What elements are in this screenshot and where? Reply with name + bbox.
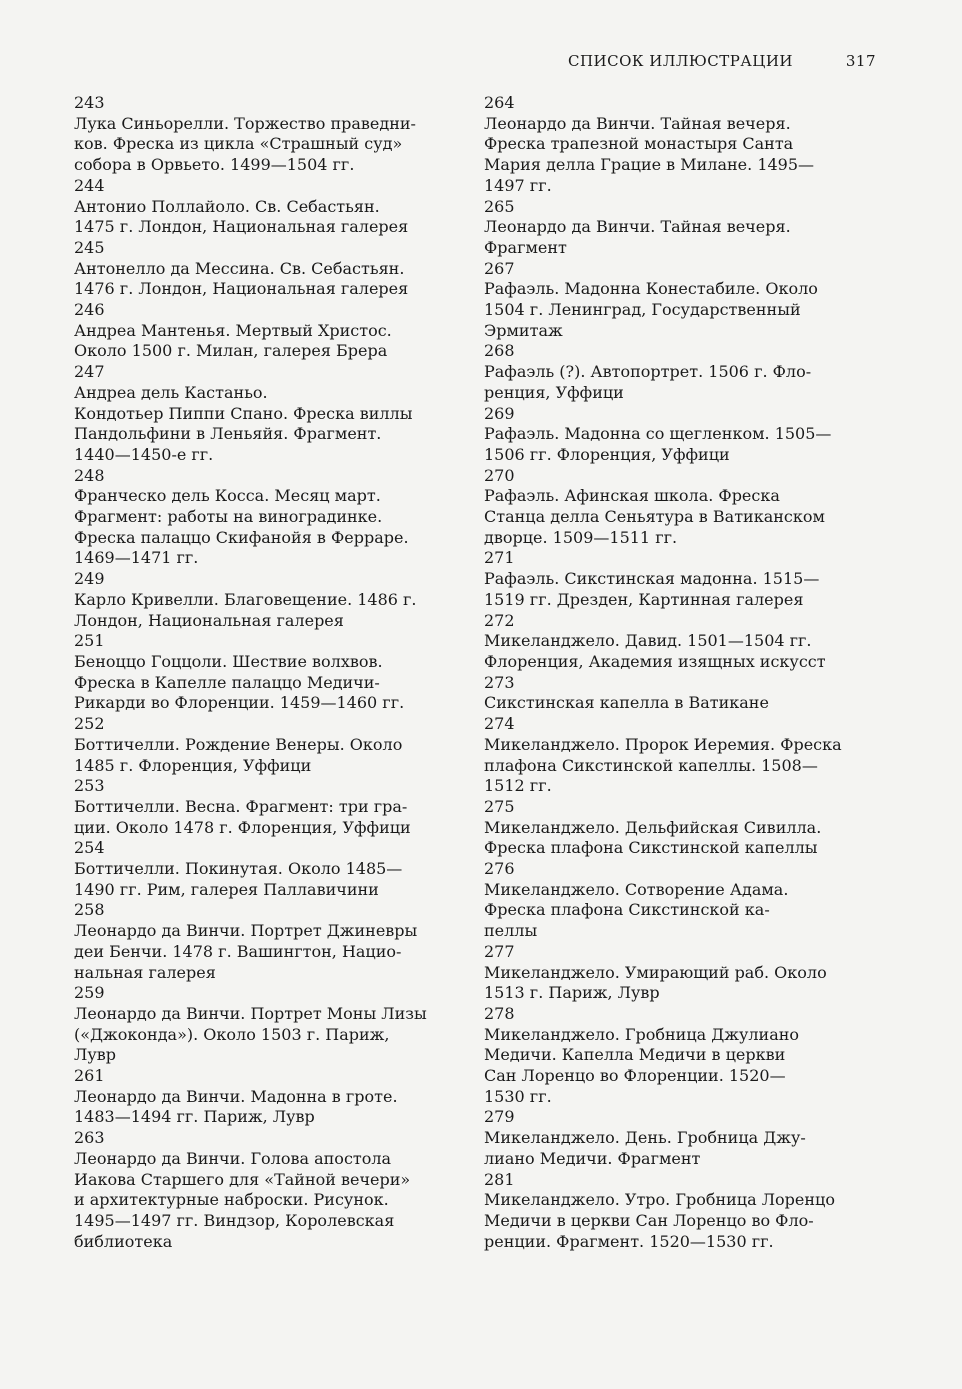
running-header <box>568 52 876 70</box>
illustration-caption-line: ренция, Уффици <box>484 382 624 402</box>
illustration-caption-line: Около 1500 г. Милан, галерея Брера <box>74 341 388 361</box>
illustration-number: 281 <box>484 1169 515 1189</box>
illustration-entry <box>484 859 874 942</box>
illustration-caption-line: 1475 г. Лондон, Национальная галерея <box>74 217 409 237</box>
illustration-caption-line: Андреа Мантенья. Мертвый Христос. <box>74 320 392 340</box>
illustration-caption-line: 1504 г. Ленинград, Государственный <box>484 300 801 320</box>
illustration-caption-line: 1497 гг. <box>484 175 552 195</box>
illustration-caption-line: Микеланджело. Гробница Джулиано <box>484 1024 800 1044</box>
illustration-caption-line: 1513 г. Париж, Лувр <box>484 983 660 1003</box>
illustration-caption-line: Боттичелли. Рождение Венеры. Около <box>74 734 403 754</box>
illustration-caption-line: Леонардо да Винчи. Тайная вечеря. <box>484 113 791 133</box>
illustration-entry <box>74 714 450 776</box>
illustration-caption-line: ренции. Фрагмент. 1520—1530 гг. <box>484 1231 774 1251</box>
illustration-caption-line: Рафаэль. Мадонна со щегленком. 1505— <box>484 424 832 444</box>
illustration-caption-line: деи Бенчи. 1478 г. Вашингтон, Нацио- <box>74 941 402 961</box>
illustration-caption-line: Мария делла Грацие в Милане. 1495— <box>484 155 815 175</box>
illustration-caption-line: Микеланджело. Пророк Иеремия. Фреска <box>484 734 842 754</box>
illustration-entry <box>74 238 450 300</box>
illustration-number: 274 <box>484 714 515 734</box>
illustration-caption-line: Сикстинская капелла в Ватикане <box>484 693 769 713</box>
illustration-caption-line: и архитектурные наброски. Рисунок. <box>74 1190 389 1210</box>
illustration-caption-line: Медичи в церкви Сан Лоренцо во Фло- <box>484 1210 814 1230</box>
illustration-caption-line: Антонелло да Мессина. Св. Себастьян. <box>74 258 405 278</box>
illustration-number: 278 <box>484 1003 515 1023</box>
illustration-entry <box>484 259 874 342</box>
illustration-caption-line: Микеланджело. Дельфийская Сивилла. <box>484 817 822 837</box>
illustration-entry <box>484 341 874 403</box>
illustration-entry <box>484 611 874 673</box>
illustration-caption-line: Пандольфини в Леньяйя. Фрагмент. <box>74 424 382 444</box>
illustration-caption-line: Рафаэль. Сикстинская мадонна. 1515— <box>484 569 820 589</box>
illustration-caption-line: Фреска трапезной монастыря Санта <box>484 134 794 154</box>
illustration-number: 276 <box>484 859 515 879</box>
illustration-caption-line: Леонардо да Винчи. Портрет Моны Лизы <box>74 1003 427 1023</box>
illustration-caption-line: Кондотьер Пиппи Спано. Фреска виллы <box>74 403 413 423</box>
illustration-entry <box>74 362 450 466</box>
running-title: СПИСОК ИЛЛЮСТРАЦИИ <box>568 52 793 70</box>
illustration-entry <box>484 673 874 714</box>
illustration-number: 277 <box>484 941 515 961</box>
illustration-caption-line: 1476 г. Лондон, Национальная галерея <box>74 279 409 299</box>
illustration-caption-line: Микеланджело. Утро. Гробница Лоренцо <box>484 1190 835 1210</box>
illustration-caption-line: Леонардо да Винчи. Портрет Джиневры <box>74 921 418 941</box>
right-column <box>484 93 874 1252</box>
illustration-caption-line: Антонио Поллайоло. Св. Себастьян. <box>74 196 380 216</box>
illustration-entry <box>484 797 874 859</box>
illustration-entry <box>74 569 450 631</box>
illustration-caption-line: собора в Орвьето. 1499—1504 гг. <box>74 155 355 175</box>
page-number: 317 <box>845 52 876 70</box>
illustration-entry <box>74 776 450 838</box>
illustration-caption-line: 1512 гг. <box>484 776 552 796</box>
illustration-number: 267 <box>484 258 515 278</box>
illustration-number: 249 <box>74 569 105 589</box>
illustration-number: 258 <box>74 900 105 920</box>
illustration-number: 263 <box>74 1128 105 1148</box>
illustration-caption-line: Фрагмент: работы на виноградинке. <box>74 507 383 527</box>
illustration-caption-line: Фреска палаццо Скифанойя в Ферраре. <box>74 527 409 547</box>
illustration-caption-line: Станца делла Сеньятура в Ватиканском <box>484 507 825 527</box>
illustration-entry <box>484 93 874 197</box>
illustration-caption-line: Фреска в Капелле палаццо Медичи- <box>74 672 380 692</box>
illustration-caption-line: плафона Сикстинской капеллы. 1508— <box>484 755 818 775</box>
illustration-entry <box>484 197 874 259</box>
illustration-caption-line: Рафаэль. Мадонна Конестабиле. Около <box>484 279 818 299</box>
illustration-caption-line: Франческо дель Косса. Месяц март. <box>74 486 381 506</box>
illustration-number: 247 <box>74 362 105 382</box>
illustration-entry <box>74 1128 450 1252</box>
illustration-caption-line: 1483—1494 гг. Париж, Лувр <box>74 1107 315 1127</box>
illustration-caption-line: Микеланджело. День. Гробница Джу- <box>484 1128 806 1148</box>
illustration-caption-line: 1495—1497 гг. Виндзор, Королевская <box>74 1210 395 1230</box>
illustration-caption-line: Эрмитаж <box>484 320 563 340</box>
illustration-number: 245 <box>74 237 105 257</box>
illustration-caption-line: 1440—1450-е гг. <box>74 444 214 464</box>
illustration-caption-line: Леонардо да Винчи. Мадонна в гроте. <box>74 1086 398 1106</box>
illustration-number: 251 <box>74 631 105 651</box>
illustration-number: 271 <box>484 548 515 568</box>
illustration-caption-line: Сан Лоренцо во Флоренции. 1520— <box>484 1066 786 1086</box>
illustration-caption-line: Лука Синьорелли. Торжество праведни- <box>74 113 416 133</box>
illustration-number: 248 <box>74 465 105 485</box>
illustration-number: 259 <box>74 983 105 1003</box>
illustration-entry <box>484 1004 874 1108</box>
illustration-number: 273 <box>484 672 515 692</box>
illustration-caption-line: Фреска плафона Сикстинской капеллы <box>484 838 818 858</box>
illustration-caption-line: ции. Около 1478 г. Флоренция, Уффици <box>74 817 411 837</box>
illustration-entry <box>74 900 450 983</box>
illustration-number: 268 <box>484 341 515 361</box>
illustration-entry <box>484 714 874 797</box>
illustration-entry <box>74 838 450 900</box>
illustration-caption-line: Флоренция, Академия изящных искусст <box>484 651 826 671</box>
illustration-entry <box>484 1170 874 1253</box>
left-column <box>74 93 450 1252</box>
illustration-caption-line: Фрагмент <box>484 237 567 257</box>
illustration-caption-line: Рафаэль. Афинская школа. Фреска <box>484 486 780 506</box>
illustration-caption-line: 1485 г. Флоренция, Уффици <box>74 755 312 775</box>
illustration-number: 272 <box>484 610 515 630</box>
illustration-caption-line: Леонардо да Винчи. Тайная вечеря. <box>484 217 791 237</box>
illustration-caption-line: Боттичелли. Покинутая. Около 1485— <box>74 859 403 879</box>
illustration-entry <box>74 176 450 238</box>
illustration-caption-line: Микеланджело. Давид. 1501—1504 гг. <box>484 631 812 651</box>
illustration-number: 275 <box>484 796 515 816</box>
illustration-entry <box>74 300 450 362</box>
illustration-number: 269 <box>484 403 515 423</box>
illustration-caption-line: Микеланджело. Умирающий раб. Около <box>484 962 827 982</box>
illustration-number: 253 <box>74 776 105 796</box>
illustration-caption-line: («Джоконда»). Около 1503 г. Париж, <box>74 1024 390 1044</box>
illustration-caption-line: Карло Кривелли. Благовещение. 1486 г. <box>74 589 417 609</box>
illustration-caption-line: Андреа дель Кастаньо. <box>74 382 268 402</box>
illustration-caption-line: нальная галерея <box>74 962 216 982</box>
illustration-number: 244 <box>74 175 105 195</box>
illustration-entry <box>74 631 450 714</box>
illustration-caption-line: Иакова Старшего для «Тайной вечери» <box>74 1169 411 1189</box>
illustration-caption-line: Лувр <box>74 1045 117 1065</box>
illustration-entry <box>74 93 450 176</box>
illustration-caption-line: 1530 гг. <box>484 1086 552 1106</box>
illustration-caption-line: Рикарди во Флоренции. 1459—1460 гг. <box>74 693 405 713</box>
illustration-entry <box>484 548 874 610</box>
illustration-caption-line: дворце. 1509—1511 гг. <box>484 527 678 547</box>
illustration-entry <box>484 1107 874 1169</box>
illustration-caption-line: пеллы <box>484 921 538 941</box>
illustration-number: 254 <box>74 838 105 858</box>
illustration-entry <box>484 942 874 1004</box>
illustration-caption-line: Фреска плафона Сикстинской ка- <box>484 900 770 920</box>
illustration-caption-line: ков. Фреска из цикла «Страшный суд» <box>74 134 403 154</box>
illustration-caption-line: Леонардо да Винчи. Голова апостола <box>74 1148 392 1168</box>
illustration-number: 252 <box>74 714 105 734</box>
illustration-entry <box>74 466 450 570</box>
illustration-entry <box>484 404 874 466</box>
illustration-number: 279 <box>484 1107 515 1127</box>
illustration-caption-line: Лондон, Национальная галерея <box>74 610 344 630</box>
illustration-caption-line: Микеланджело. Сотворение Адама. <box>484 879 789 899</box>
illustration-entry <box>74 983 450 1066</box>
illustration-number: 246 <box>74 300 105 320</box>
illustration-caption-line: Медичи. Капелла Медичи в церкви <box>484 1045 786 1065</box>
illustration-caption-line: 1519 гг. Дрезден, Картинная галерея <box>484 589 804 609</box>
illustration-caption-line: Рафаэль (?). Автопортрет. 1506 г. Фло- <box>484 362 812 382</box>
illustration-caption-line: 1506 гг. Флоренция, Уффици <box>484 444 730 464</box>
illustration-number: 264 <box>484 93 515 112</box>
illustration-caption-line: лиано Медичи. Фрагмент <box>484 1148 701 1168</box>
illustration-entry <box>484 466 874 549</box>
illustration-caption-line: Беноццо Гоццоли. Шествие волхвов. <box>74 651 383 671</box>
illustration-caption-line: 1469—1471 гг. <box>74 548 199 568</box>
illustration-number: 265 <box>484 196 515 216</box>
illustration-entry <box>74 1066 450 1128</box>
illustration-number: 270 <box>484 465 515 485</box>
illustration-number: 243 <box>74 93 105 112</box>
illustration-caption-line: 1490 гг. Рим, галерея Паллавичини <box>74 879 379 899</box>
illustration-caption-line: Боттичелли. Весна. Фрагмент: три гра- <box>74 796 408 816</box>
illustration-caption-line: библиотека <box>74 1231 173 1251</box>
illustration-number: 261 <box>74 1066 105 1086</box>
